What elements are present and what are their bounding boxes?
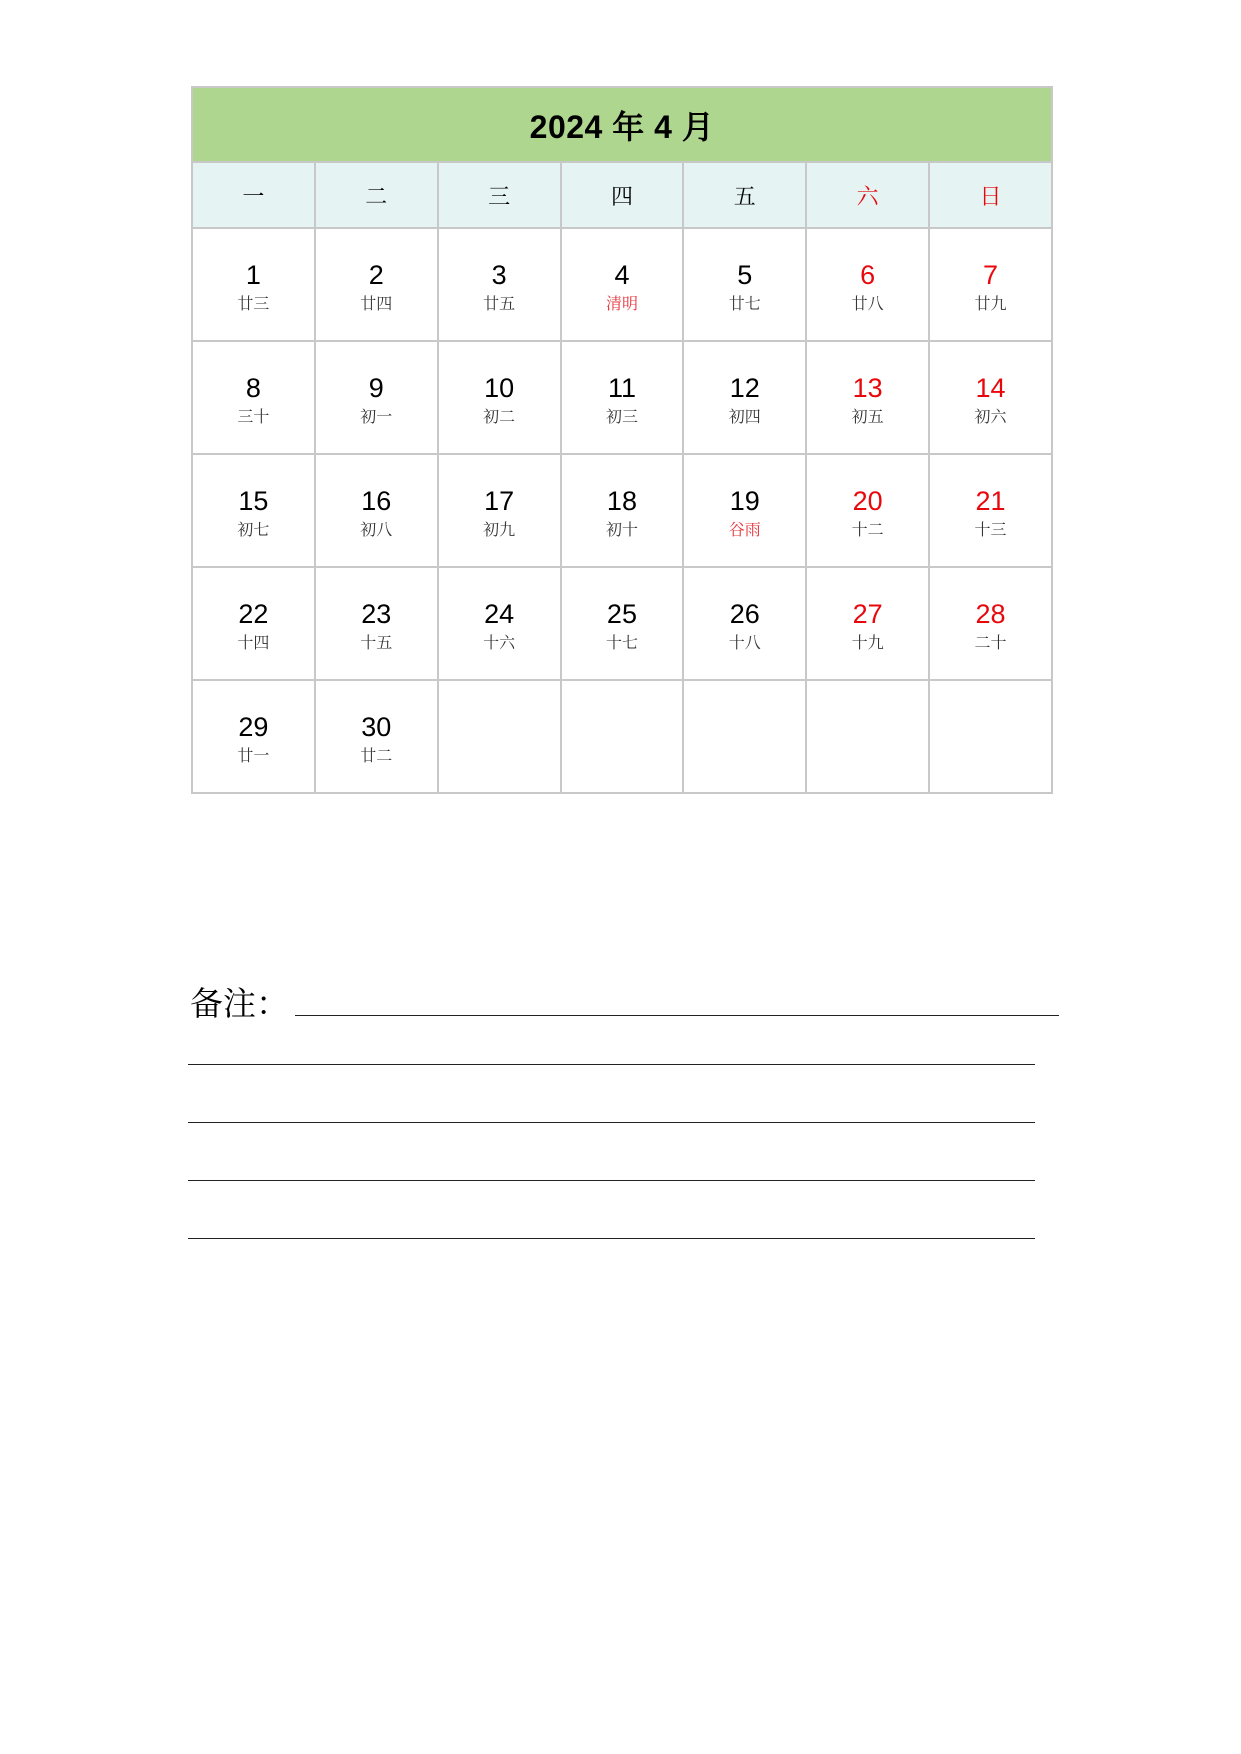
lunar-date: 十二 bbox=[851, 519, 884, 539]
lunar-date: 廿五 bbox=[483, 293, 516, 313]
day-cell[interactable] bbox=[806, 567, 929, 680]
weekday-header: 三 bbox=[438, 162, 561, 228]
notes-section bbox=[190, 976, 1070, 1024]
notes-blank-line[interactable] bbox=[188, 1122, 1035, 1123]
weekday-header: 五 bbox=[683, 162, 806, 228]
calendar-title: 2024 年 4 月 bbox=[192, 87, 1052, 162]
lunar-date: 十九 bbox=[851, 632, 884, 652]
day-cell[interactable] bbox=[806, 341, 929, 454]
lunar-date: 初一 bbox=[360, 406, 393, 426]
day-cell[interactable] bbox=[438, 454, 561, 567]
lunar-date: 二十 bbox=[974, 632, 1007, 652]
month-calendar bbox=[191, 86, 1053, 794]
day-cell[interactable] bbox=[315, 567, 438, 680]
week-row bbox=[192, 228, 1052, 341]
day-number: 15 bbox=[238, 485, 269, 516]
day-cell[interactable] bbox=[561, 341, 684, 454]
day-number: 29 bbox=[238, 711, 269, 742]
day-cell[interactable] bbox=[192, 228, 315, 341]
day-number: 21 bbox=[975, 485, 1006, 516]
lunar-date: 十七 bbox=[605, 632, 638, 652]
empty-day-cell bbox=[929, 680, 1052, 793]
lunar-date: 廿八 bbox=[851, 293, 884, 313]
lunar-date: 三十 bbox=[237, 406, 270, 426]
day-number: 14 bbox=[975, 372, 1006, 403]
day-cell[interactable] bbox=[438, 341, 561, 454]
lunar-date: 初四 bbox=[728, 406, 761, 426]
day-number: 8 bbox=[245, 372, 261, 403]
weekday-header: 二 bbox=[315, 162, 438, 228]
notes-first-line bbox=[190, 976, 1070, 1024]
day-number: 19 bbox=[729, 485, 760, 516]
lunar-date: 初三 bbox=[605, 406, 638, 426]
day-number: 17 bbox=[484, 485, 515, 516]
lunar-date: 廿九 bbox=[974, 293, 1007, 313]
lunar-date: 十五 bbox=[360, 632, 393, 652]
notes-blank-line[interactable] bbox=[188, 1180, 1035, 1181]
day-number: 27 bbox=[852, 598, 883, 629]
day-number: 12 bbox=[729, 372, 760, 403]
day-cell[interactable] bbox=[315, 680, 438, 793]
lunar-date: 十四 bbox=[237, 632, 270, 652]
day-cell[interactable] bbox=[315, 454, 438, 567]
day-cell[interactable] bbox=[806, 228, 929, 341]
day-cell[interactable] bbox=[192, 454, 315, 567]
lunar-date: 初八 bbox=[360, 519, 393, 539]
weekday-header: 一 bbox=[192, 162, 315, 228]
calendar-grid bbox=[192, 228, 1052, 793]
week-row bbox=[192, 454, 1052, 567]
empty-day-cell bbox=[806, 680, 929, 793]
day-cell[interactable] bbox=[929, 567, 1052, 680]
day-number: 28 bbox=[975, 598, 1006, 629]
day-cell[interactable] bbox=[438, 567, 561, 680]
day-cell[interactable] bbox=[315, 228, 438, 341]
lunar-date: 廿七 bbox=[728, 293, 761, 313]
lunar-date: 初二 bbox=[483, 406, 516, 426]
day-cell[interactable] bbox=[438, 228, 561, 341]
day-number: 5 bbox=[737, 259, 753, 290]
empty-day-cell bbox=[561, 680, 684, 793]
day-number: 11 bbox=[607, 372, 636, 403]
weekday-header: 六 bbox=[806, 162, 929, 228]
day-number: 26 bbox=[729, 598, 760, 629]
day-number: 13 bbox=[852, 372, 883, 403]
day-number: 9 bbox=[368, 372, 384, 403]
week-row bbox=[192, 680, 1052, 793]
day-number: 1 bbox=[245, 259, 261, 290]
lunar-date: 廿三 bbox=[237, 293, 270, 313]
lunar-date: 初五 bbox=[851, 406, 884, 426]
week-row bbox=[192, 341, 1052, 454]
lunar-date: 初七 bbox=[237, 519, 270, 539]
day-cell[interactable] bbox=[561, 228, 684, 341]
week-row bbox=[192, 567, 1052, 680]
notes-blank-line[interactable] bbox=[188, 1064, 1035, 1065]
day-cell[interactable] bbox=[192, 341, 315, 454]
solar-term-label: 清明 bbox=[605, 293, 638, 313]
notes-blank-line[interactable] bbox=[295, 1015, 1059, 1016]
lunar-date: 十三 bbox=[974, 519, 1007, 539]
day-cell[interactable] bbox=[683, 228, 806, 341]
day-cell[interactable] bbox=[192, 680, 315, 793]
notes-label: 备注： bbox=[190, 984, 289, 1023]
day-number: 2 bbox=[368, 259, 384, 290]
lunar-date: 十八 bbox=[728, 632, 761, 652]
empty-day-cell bbox=[683, 680, 806, 793]
lunar-date: 初十 bbox=[605, 519, 638, 539]
solar-term-label: 谷雨 bbox=[728, 519, 761, 539]
day-number: 10 bbox=[484, 372, 515, 403]
day-cell[interactable] bbox=[683, 454, 806, 567]
day-cell[interactable] bbox=[315, 341, 438, 454]
day-number: 30 bbox=[361, 711, 392, 742]
day-cell[interactable] bbox=[561, 454, 684, 567]
day-cell[interactable] bbox=[806, 454, 929, 567]
lunar-date: 初九 bbox=[483, 519, 516, 539]
day-number: 16 bbox=[361, 485, 392, 516]
weekday-header: 四 bbox=[561, 162, 684, 228]
day-cell[interactable] bbox=[192, 567, 315, 680]
day-number: 4 bbox=[614, 259, 630, 290]
notes-blank-line[interactable] bbox=[188, 1238, 1035, 1239]
lunar-date: 初六 bbox=[974, 406, 1007, 426]
day-number: 6 bbox=[860, 259, 876, 290]
empty-day-cell bbox=[438, 680, 561, 793]
day-cell[interactable] bbox=[561, 567, 684, 680]
day-number: 3 bbox=[491, 259, 507, 290]
day-number: 23 bbox=[361, 598, 392, 629]
day-number: 18 bbox=[606, 485, 637, 516]
lunar-date: 廿一 bbox=[237, 745, 270, 765]
lunar-date: 廿四 bbox=[360, 293, 393, 313]
day-number: 22 bbox=[238, 598, 269, 629]
day-cell[interactable] bbox=[683, 341, 806, 454]
weekday-header: 日 bbox=[929, 162, 1052, 228]
weekday-header-row bbox=[192, 162, 1052, 228]
day-cell[interactable] bbox=[929, 454, 1052, 567]
day-number: 7 bbox=[983, 259, 999, 290]
day-cell[interactable] bbox=[929, 228, 1052, 341]
day-cell[interactable] bbox=[929, 341, 1052, 454]
day-cell[interactable] bbox=[683, 567, 806, 680]
lunar-date: 十六 bbox=[483, 632, 516, 652]
day-number: 25 bbox=[606, 598, 637, 629]
day-number: 20 bbox=[852, 485, 883, 516]
lunar-date: 廿二 bbox=[360, 745, 393, 765]
day-number: 24 bbox=[484, 598, 515, 629]
